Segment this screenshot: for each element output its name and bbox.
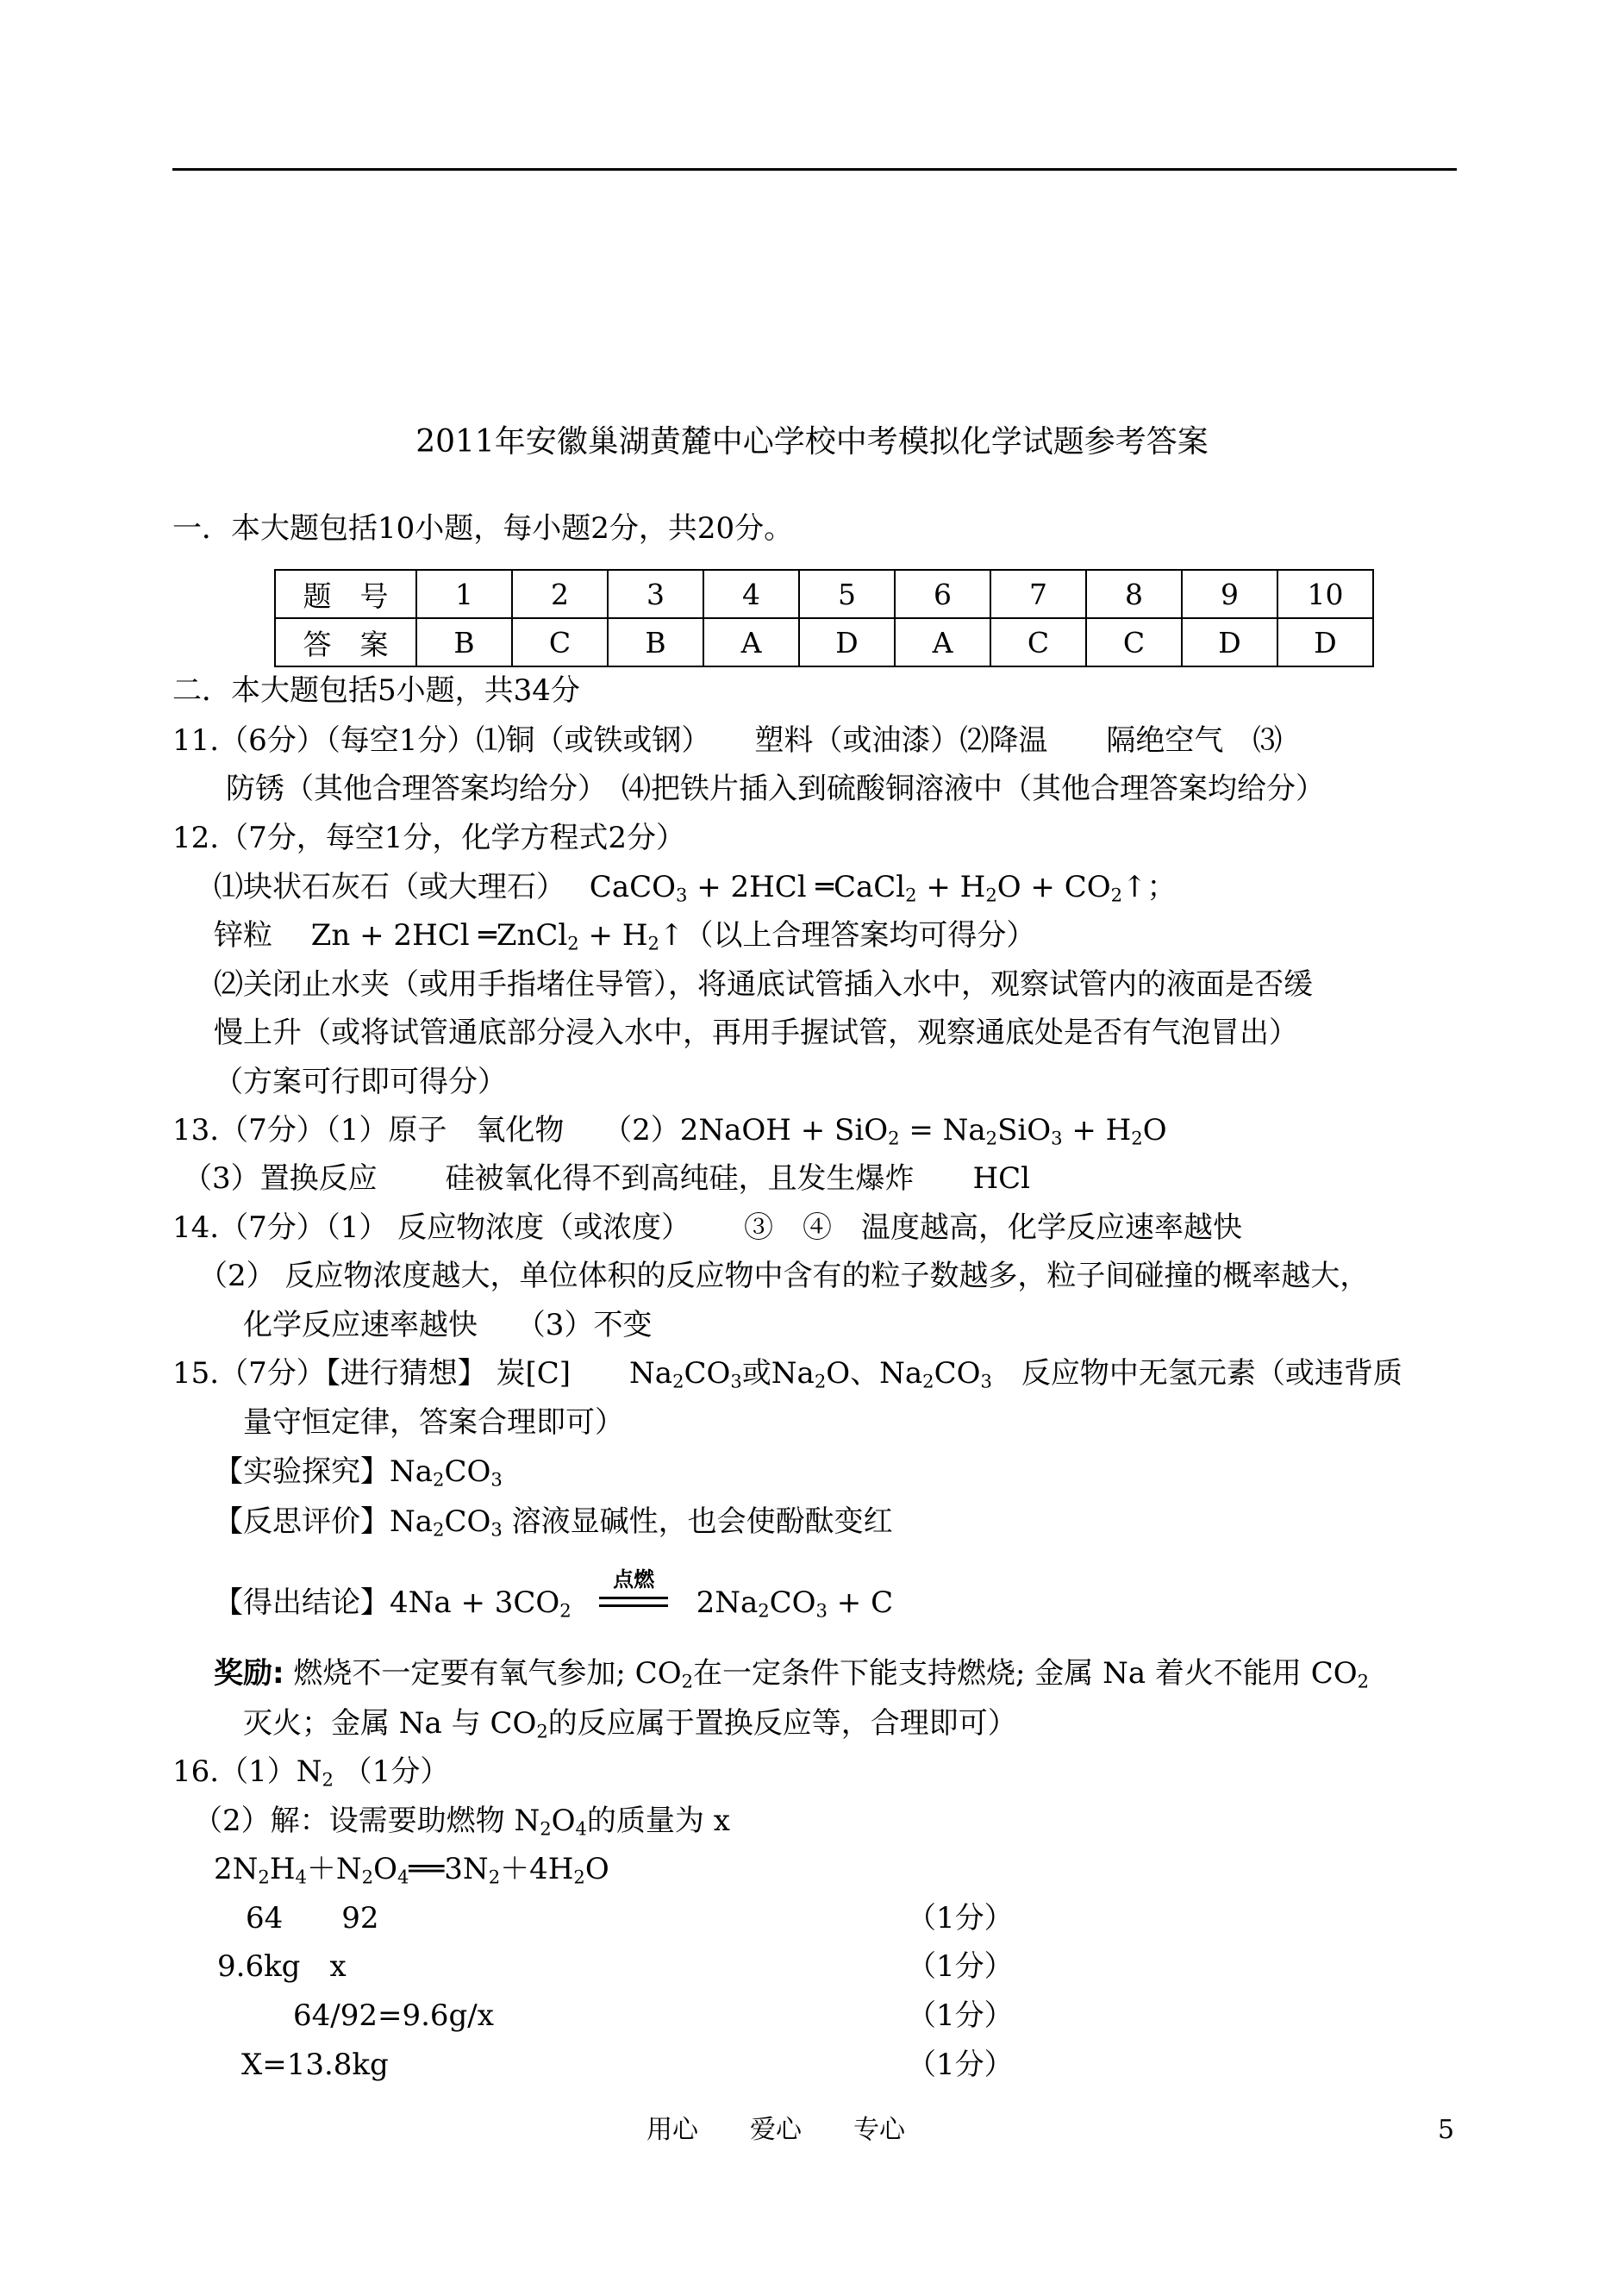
q12-line2: ⑴块状石灰石（或大理石） CaCO$_3$ + 2HCl ═CaCl$_2$ + $H_2O$ + $CO_2↑$； (214, 870, 1177, 906)
q14-line3: 化学反应速率越快 （3）不变 (243, 1308, 653, 1342)
q16-step1: 64 92 (246, 1901, 379, 1935)
q16-line1: $16.(1)N_2$ （1分） (172, 1754, 450, 1791)
table-cell: 1 (416, 570, 512, 618)
q16-step2: 9.6kg x (217, 1949, 347, 1984)
table-header-answer: 答 案 (275, 618, 416, 666)
table-cell: 6 (895, 570, 990, 618)
q15-line3: 【实验探究】$Na_2CO_3$ (214, 1454, 503, 1491)
table-cell: D (1182, 618, 1277, 666)
q15-line5: 【得出结论】$4Na + 3CO_2$ 点燃 $2Na_2CO_3 + C$ (214, 1567, 894, 1622)
q16-step3-score: （1分） (907, 1998, 1014, 2033)
q14-line1: 14.（7分）（1） 反应物浓度（或浓度） ③ ④ 温度越高，化学反应速率越快 (172, 1210, 1242, 1245)
table-cell: C (990, 618, 1086, 666)
header-rule (172, 168, 1457, 171)
answer-table (274, 569, 1374, 667)
table-cell: 7 (990, 570, 1086, 618)
table-cell: 4 (703, 570, 799, 618)
q16-step1-score: （1分） (907, 1901, 1014, 1935)
table-header-number: 题 号 (275, 570, 416, 618)
section1-heading: 一．本大题包括10小题，每小题2分，共20分。 (172, 511, 794, 546)
table-cell: 10 (1277, 570, 1373, 618)
table-cell: C (512, 618, 608, 666)
q16-step2-score: （1分） (907, 1949, 1014, 1984)
q11-line1: 11.（6分）（每空1分）⑴铜（或铁或钢） 塑料（或油漆）⑵降温 隔绝空气 ⑶ (172, 723, 1283, 758)
q12-line6: （方案可行即可得分） (214, 1065, 507, 1099)
answer-table-row-numbers (275, 570, 1373, 618)
table-cell: A (895, 618, 990, 666)
table-cell: A (703, 618, 799, 666)
q15-line7: 灭火；金属 Na 与 $CO_2$的反应属于置换反应等，合理即可） (243, 1706, 1017, 1742)
reaction-condition-sign: 点燃 (599, 1591, 668, 1612)
section2-heading: 二．本大题包括5小题，共34分 (172, 673, 580, 708)
table-cell: D (1277, 618, 1373, 666)
q15-line2: 量守恒定律，答案合理即可） (243, 1405, 624, 1440)
q12-line1: 12.（7分，每空1分，化学方程式2分） (172, 821, 685, 855)
table-cell: 5 (799, 570, 895, 618)
q15-line1: 15.（7分）【进行猜想】 炭[C] $Na_2CO_3$或$Na_2O$、$Na_2CO_3$ 反应物中无氢元素（或违背质 (172, 1356, 1402, 1392)
table-cell: B (608, 618, 703, 666)
page-number: 5 (1438, 2115, 1455, 2145)
q12-line5: 慢上升（或将试管通底部分浸入水中，再用手握试管，观察通底处是否有气泡冒出） (214, 1016, 1298, 1050)
table-cell: 2 (512, 570, 608, 618)
page-title: 2011年安徽巢湖黄麓中心学校中考模拟化学试题参考答案 (415, 424, 1209, 460)
q11-line2: 防锈（其他合理答案均给分） ⑷把铁片插入到硫酸铜溶液中（其他合理答案均给分） (226, 772, 1325, 806)
q16-equation: $2N_2H_4+N_2O_4══3N_2+4H_2O$ (214, 1852, 609, 1888)
table-cell: B (416, 618, 512, 666)
q13-line2: （3）置换反应 硅被氧化得不到高纯硅，且发生爆炸 HCl (183, 1161, 1030, 1196)
q12-line3: 锌粒 Zn + 2HCl ═ZnCl$_2$ + $H_2↑$（以上合理答案均可得分） (214, 918, 1036, 954)
table-cell: 3 (608, 570, 703, 618)
q15-line6: 奖励: 燃烧不一定要有氧气参加; $CO_2$在一定条件下能支持燃烧; 金属 Na 着火不能用 $CO_2$ (214, 1656, 1370, 1692)
q16-line2: （2）解：设需要助燃物 $N_2O_4$的质量为 x (193, 1804, 730, 1840)
q15-line4: 【反思评价】$Na_2CO_3$ 溶液显碱性，也会使酚酞变红 (214, 1504, 893, 1541)
table-cell: 8 (1086, 570, 1182, 618)
answer-table-row-answers (275, 618, 1373, 666)
q16-step4-score: （1分） (907, 2048, 1014, 2082)
q16-step3: 64/92=9.6g/x (293, 1998, 494, 2033)
q13-line1: 13.（7分）（1）原子 氧化物 （2）2NaOH + $SiO_2 = Na_2SiO_3 + H_2O$ (172, 1113, 1167, 1149)
table-cell: 9 (1182, 570, 1277, 618)
table-cell: C (1086, 618, 1182, 666)
footer-motto: 用心 爱心 专心 (646, 2115, 905, 2145)
q14-line2: （2） 反应物浓度越大，单位体积的反应物中含有的粒子数越多，粒子间碰撞的概率越大， (198, 1259, 1370, 1293)
q12-line4: ⑵关闭止水夹（或用手指堵住导管），将通底试管插入水中，观察试管内的液面是否缓 (214, 967, 1313, 1002)
table-cell: D (799, 618, 895, 666)
q16-step4: X=13.8kg (241, 2048, 389, 2082)
